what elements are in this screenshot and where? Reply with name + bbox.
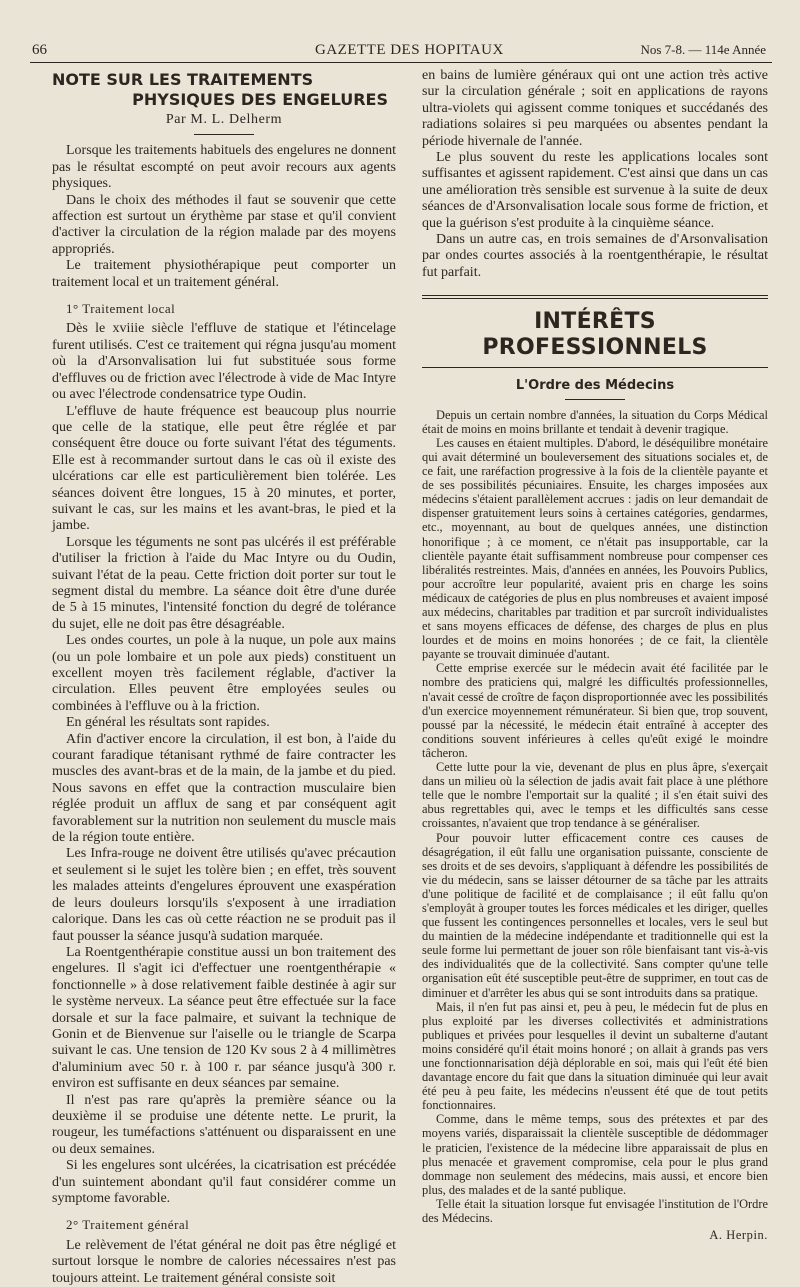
paragraph: Lorsque les traitements habituels des engelures ne donnent pas le résultat escompté on peut avoir recours aux agents physiques. xyxy=(52,143,396,192)
article-title-line1: NOTE SUR LES TRAITEMENTS xyxy=(52,70,314,89)
left-column xyxy=(52,68,396,1287)
paragraph: Depuis un certain nombre d'années, la situation du Corps Médical était de moins en moins brillante et tendait à devenir tragique. xyxy=(422,407,768,436)
paragraph: Si les engelures sont ulcérées, la cicatrisation est précédée d'un suintement abondant qu'il faut considérer comme un symptome favorable. xyxy=(52,1158,396,1206)
divider xyxy=(565,399,625,400)
paragraph: L'effluve de haute fréquence est beaucoup plus nourrie que celle de la statique, elle peut être réglée et par conséquent être douce ou forte suivant l'état des téguments. Elle est à recommander surtout dans le cas où il existe des ulcérations car elle est particulièrement bien tolérée. Les séances doivent être longues, 15 à 20 minutes, et porter, suivant le cas, sur les mains et les avant-bras, le pied et la jambe. xyxy=(52,403,396,534)
right-column xyxy=(422,68,768,1244)
paragraph: Afin d'activer encore la circulation, il est bon, à l'aide du courant faradique tétanisant rythmé de faire contracter les muscles des avant-bras et de la main, de la jambe et du pied. Nous savons en effet que la contraction musculaire bien réglée produit un afflux de sang et par conséquent agit favorablement sur la nutrition non seulement du muscle mais de la région toute entière. xyxy=(52,731,396,846)
rubric-rule xyxy=(422,367,768,368)
paragraph: Le plus souvent du reste les applications locales sont suffisantes et agissent rapidement. C'est ainsi que dans un cas une amélioration très sensible est survenue à la suite de deux séances de d'Arsonvalisation locale sous forme de friction, et que la guérison s'est produite à la cinquième séance. xyxy=(422,150,768,231)
paragraph: Les ondes courtes, un pole à la nuque, un pole aux mains (ou un pole lombaire et un pole aux pieds) constituent un excellent moyen très facilement réglable, d'activer la circulation. Elles peuvent être employées seules ou combinées à l'effluve ou à la friction. xyxy=(52,633,396,714)
article-author: Par M. L. Delherm xyxy=(165,112,283,127)
article-title xyxy=(52,70,396,110)
article2-body xyxy=(422,408,768,1225)
paragraph: Les Infra-rouge ne doivent être utilisés qu'avec précaution et seulement si le sujet les tolère bien ; en effet, très souvent les malades atteints d'engelures éprouvent une exaspération de leurs douleurs lorsqu'ils s'exposent à une irradiation calorique. Dans les cas où cette réaction ne se produit pas il faut pousser la séance jusqu'à sudation marquée. xyxy=(52,846,396,944)
paragraph: Cette lutte pour la vie, devenant de plus en plus âpre, s'exerçait dans un milieu où la sélection de jadis avait fait place à une pléthore telle que le nombre l'emportait sur la qualité ; il s'en était suivi des abus regrettables qui, avec le temps et les difficultés sans cesse croissantes, n'avaient que trop tendance à se généraliser. xyxy=(422,760,768,831)
article-title-line2: PHYSIQUES DES ENGELURES xyxy=(132,90,388,109)
paragraph: Le relèvement de l'état général ne doit pas être négligé et surtout lorsque le nombre de calories nécessaires n'est pas toujours atteint. Le traitement général consiste soit xyxy=(52,1237,396,1286)
paragraph: Mais, il n'en fut pas ainsi et, peu à peu, le médecin fut de plus en plus exploité par les diverses collectivités et administrations publiques et privées pour lesquelles il devint un subalterne d'autant moins considéré qu'il était moins honoré ; on allait à grands pas vers une fonctionnarisation déjà déplorable en soi, mais qui l'eût été bien davantage encore du fait que dans la situation diminuée qui leur avait été peu à peu faite, les médecins n'eussent été que de tout petits fonctionnaires. xyxy=(422,999,768,1113)
paragraph: En général les résultats sont rapides. xyxy=(66,715,270,731)
paragraph: en bains de lumière généraux qui ont une action très active sur la circulation générale ; soit en applications de rayons ultra-violets qui agissent comme toniques et succédanés des radiations solaires si peu marquées ou absentes pendant la période hivernale de l'année. xyxy=(422,68,768,149)
journal-title: GAZETTE DES HOPITAUX xyxy=(315,42,504,58)
header-rule xyxy=(30,62,772,63)
paragraph: Dans un autre cas, en trois semaines de d'Arsonvalisation par ondes courtes associés à la roentgenthérapie, le résultat fut parfait. xyxy=(422,232,768,280)
section-divider xyxy=(422,295,768,299)
divider xyxy=(194,134,254,135)
page-number: 66 xyxy=(32,42,47,58)
paragraph: Les causes en étaient multiples. D'abord, le déséquilibre monétaire qui avait déterminé un bouleversement des situations sociales et, de ce fait, une raréfaction progressive à la fois de la clientèle payante et de ses possibilités pécuniaires. Ensuite, les charges imposées aux médecins s'étaient parallèlement accrues : jadis on leur demandait de dispenser gratuitement leurs soins à certaines catégories, gendarmes, etc., moyennant, au bout de quelques années, une distinction honorifique ; à ce moment, ce n'était pas insupportable, car la clientèle payante était suffisamment nombreuse pour compenser ces libéralités restreintes. Mais, d'années en années, les Pouvoirs Publics, pour accroître leur popularité, avaient pris en charge les soins médicaux de catégories de plus en plus nombreuses et avaient imposé aux médecins, charitables par tradition et par surcroît individualistes et sans moyens efficaces de défense, des charges de plus en plus lourdes et de moins en moins honorées ; de ce fait, la clientèle payante se trouvait diminuée d'autant. xyxy=(422,435,768,662)
paragraph: Pour pouvoir lutter efficacement contre ces causes de désagrégation, il eût fallu une organisation puissante, consciente de ses droits et de ses devoirs, s'appliquant à défendre les possibilités de vie du médecin, sans se laisser détourner de sa tâche par les attraits d'une politique de facilité et de complaisance ; il eût fallu qu'on s'employât à grouper toutes les forces médicales et les diriger, quelles que fussent les contingences personnelles et locales, vers le seul but du maintien de la médecine indépendante et traditionnelle qui est la seule forme lui permettant de jouer son rôle bienfaisant tant vis-à-vis des individualités que de la collectivité. Sans compter qu'une telle organisation eût été susceptible peut-être de supprimer, en tout cas de diminuer et d'arrêter les abus qui se sont introduits dans sa pratique. xyxy=(422,830,768,1000)
page-header xyxy=(30,38,772,62)
paragraph: Il n'est pas rare qu'après la première séance ou la deuxième il se produise une détente nette. Le prurit, la rougeur, les tuméfactions s'atténuent ou disparaissent en une ou deux semaines. xyxy=(52,1092,396,1157)
paragraph: Comme, dans le même temps, sous des prétextes et par des moyens variés, disparaissait la clientèle susceptible de dédommager le praticien, l'existence de la médecine libre apparaissait de plus en plus menacée et gravement compromise, cela pour le plus grand dommage non seulement des médecins, mais aussi, et encore bien plus, des malades et de la santé publique. xyxy=(422,1112,768,1197)
article-subtitle: L'Ordre des Médecins xyxy=(515,378,675,394)
paragraph: Telle était la situation lorsque fut envisagée l'institution de l'Ordre des Médecins. xyxy=(422,1196,768,1226)
signature: A. Herpin. xyxy=(709,1228,768,1243)
paragraph: Le traitement physiothérapique peut comporter un traitement local et un traitement général. xyxy=(52,258,396,290)
rubric-title: INTÉRÊTS PROFESSIONNELS xyxy=(482,309,708,361)
section-heading: 1° Traitement local xyxy=(66,301,176,317)
paragraph: La Roentgenthérapie constitue aussi un bon traitement des engelures. Il s'agit ici d'effectuer une roentgenthérapie « fonctionnelle » à dose relativement faible destinée à agir sur le système nerveux. La séance peut être effectuée sur la face dorsale et sur la face palmaire, et suivant la technique de Gonin et de Bienvenue sur l'aiselle ou le triangle de Scarpa suivant le cas. Une tension de 120 Kv sous 2 à 4 millimètres d'aluminium avec 50 r. à 100 r. par séance jusqu'à 300 r. environ est suffisante en deux séances par semaine. xyxy=(52,944,396,1092)
paragraph: Dans le choix des méthodes il faut se souvenir que cette affection est surtout un érythème par stase et qu'il convient d'activer la circulation de la région malade par des moyens appropriés. xyxy=(52,192,396,257)
issue-number: Nos 7-8. — 114e Année xyxy=(640,42,766,57)
paragraph: Lorsque les téguments ne sont pas ulcérés il est préférable d'utiliser la friction à l'aide du Mac Intyre ou du Oudin, suivant l'état de la peau. Cette friction doit porter sur tout le segment distal du membre. La séance doit être d'une durée de 5 à 15 minutes, l'intensité fonction du degré de tolérance du sujet, elle ne doit pas être désagréable. xyxy=(52,534,396,632)
section-heading: 2° Traitement général xyxy=(66,1217,190,1233)
paragraph: Dès le xviiie siècle l'effluve de statique et l'étincelage furent utilisés. C'est ce traitement qui régna jusqu'au moment où la d'Arsonvalisation lui fut substituée sous forme d'effluves ou de friction avec l'électrode à vide de Mac Intyre ou avec l'électrode condensatrice type Oudin. xyxy=(52,321,396,403)
paragraph: Cette emprise exercée sur le médecin avait été facilitée par le nombre des praticiens qui, malgré les difficultés professionnelles, n'avait cessé de croître de façon disproportionnée avec les possibilités d'un exercice moyennement rémunérateur. Si bien que, trop souvent, poussé par la nécessité, le médecin était entraîné à accepter des conditions souvent inférieures à celles qu'eût exigé le moindre tâcheron. xyxy=(422,661,768,760)
